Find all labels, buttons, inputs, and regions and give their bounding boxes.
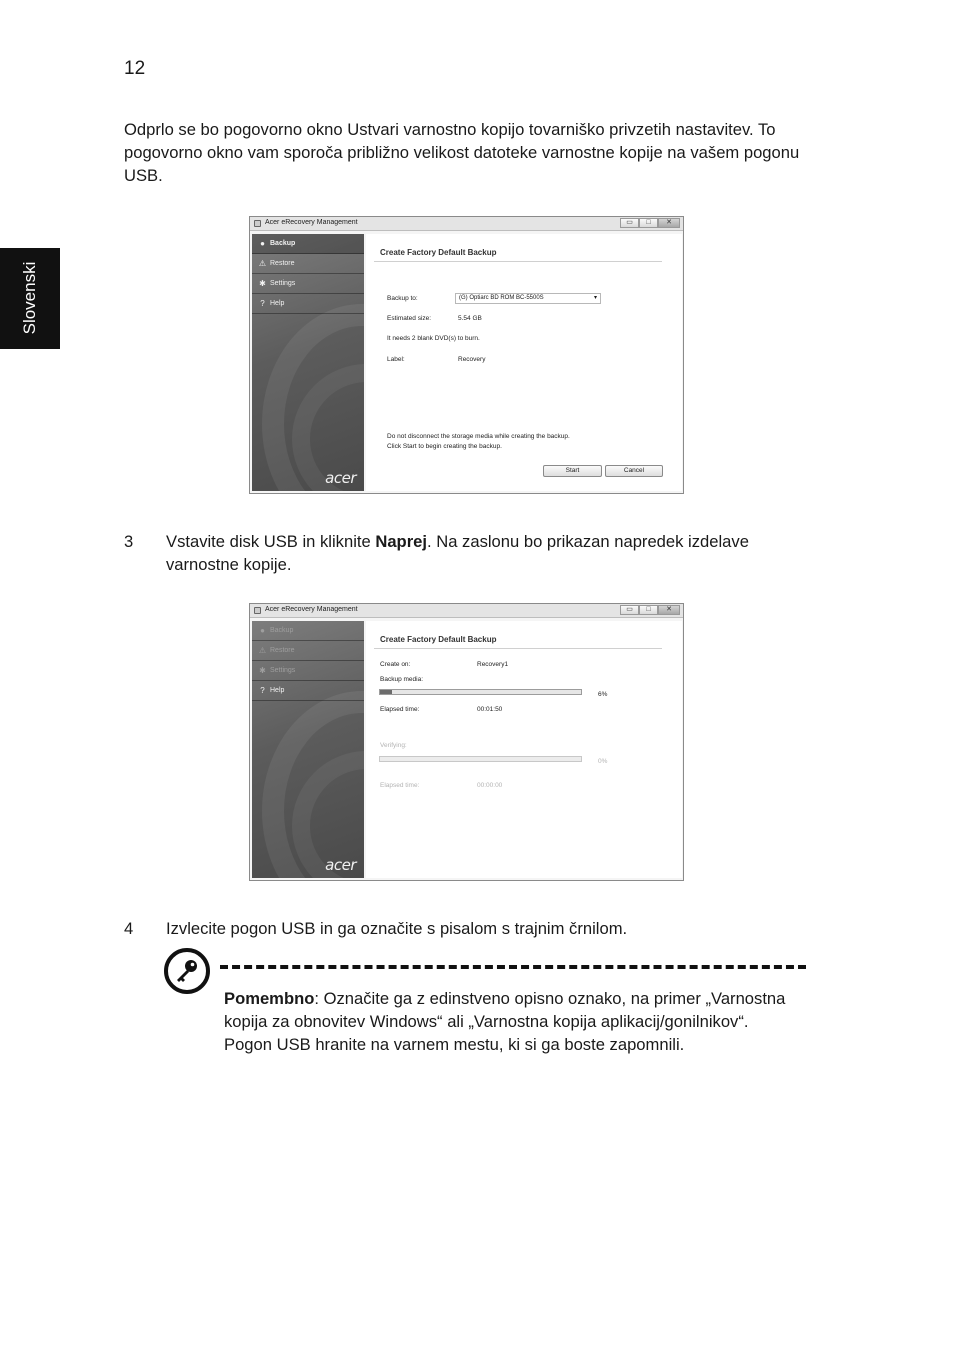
maximize-button[interactable]: □: [639, 605, 658, 615]
sidebar-item-restore[interactable]: [252, 641, 364, 661]
window-title: Acer eRecovery Management: [265, 219, 358, 226]
title-divider: [374, 261, 662, 262]
sidebar-item-label: Help: [270, 300, 285, 307]
verify-progress-bar: [379, 756, 582, 762]
sidebar-item-restore[interactable]: [252, 254, 364, 274]
sidebar-item-label: Restore: [270, 647, 295, 654]
step-4-number: 4: [124, 919, 134, 938]
sidebar-nav: [252, 234, 364, 491]
elapsed-time-label: Elapsed time:: [380, 706, 420, 713]
close-button[interactable]: ✕: [658, 218, 680, 228]
step-3-number: 3: [124, 532, 134, 551]
verifying-label: Verifying:: [380, 742, 407, 749]
backup-icon: ●: [260, 239, 265, 248]
app-icon: [254, 607, 261, 614]
sidebar-item-label: Help: [270, 687, 285, 694]
sidebar-item-label: Settings: [270, 667, 296, 674]
sidebar-item-label: Settings: [270, 280, 296, 287]
close-button[interactable]: ✕: [658, 605, 680, 615]
panel-title: Create Factory Default Backup: [380, 248, 497, 257]
window-title: Acer eRecovery Management: [265, 606, 358, 613]
sidebar-item-help[interactable]: [252, 681, 364, 701]
label-value: Recovery: [458, 356, 486, 363]
title-divider: [374, 648, 662, 649]
sidebar-item-help[interactable]: [252, 294, 364, 314]
help-icon: ?: [260, 686, 265, 695]
window-titlebar: [250, 217, 683, 231]
estimated-size-value: 5.54 GB: [458, 315, 482, 322]
backup-to-value: (G) Optiarc BD ROM BC-5500S: [459, 295, 544, 301]
create-on-label: Create on:: [380, 661, 411, 668]
minimize-button[interactable]: ▭: [620, 218, 639, 228]
verify-percent: 0%: [598, 758, 608, 765]
restore-icon: ⚠: [258, 259, 267, 268]
label-label: Label:: [387, 356, 405, 363]
app-icon: [254, 220, 261, 227]
elapsed-time-value: 00:01:50: [477, 706, 503, 713]
elapsed-time-label-2: Elapsed time:: [380, 782, 420, 789]
warning-line-2: Click Start to begin creating the backup.: [387, 443, 502, 450]
chevron-down-icon: ▾: [593, 295, 597, 301]
progress-dialog-screenshot: [249, 603, 684, 881]
note-text: : Označite ga z edinstveno opisno oznako, na primer „Varnostna kopija za obnovitev Windows“ ali „Varnostna kopija aplikacij/gonilnikov“. Pogon USB hranite na varnem mestu, ki si ga boste zapomnili.: [224, 989, 786, 1054]
acer-logo: acer: [325, 856, 356, 874]
language-side-tab: [0, 248, 60, 349]
window-titlebar: [250, 604, 683, 618]
page-number: 12: [124, 58, 146, 79]
sidebar-item-settings[interactable]: [252, 661, 364, 681]
language-label: Slovenski: [20, 261, 39, 335]
sidebar-nav: [252, 621, 364, 878]
sidebar-item-backup[interactable]: [252, 234, 364, 254]
elapsed-time-value-2: 00:00:00: [477, 782, 503, 789]
intro-paragraph: Odprlo se bo pogovorno okno Ustvari varnostno kopijo tovarniško privzetih nastavitev. To pogovorno okno vam sporoča približno velikost datoteke varnostne kopije na vašem pogonu USB.: [124, 120, 800, 185]
step-3-bold: Naprej: [375, 532, 427, 551]
create-on-value: Recovery1: [477, 661, 509, 668]
content-panel: [366, 621, 682, 878]
acer-logo: acer: [325, 469, 356, 487]
cancel-button[interactable]: Cancel: [605, 465, 663, 477]
settings-icon: ✱: [259, 279, 266, 288]
step-3-text-end: . Na zaslonu bo prikazan napredek izdelave varnostne kopije.: [166, 532, 749, 574]
key-icon: [164, 948, 210, 994]
note-divider: [220, 965, 806, 969]
important-note: [224, 987, 794, 1056]
minimize-button[interactable]: ▭: [620, 605, 639, 615]
sidebar-item-label: Restore: [270, 260, 295, 267]
note-bold: Pomembno: [224, 989, 315, 1008]
warning-line-1: Do not disconnect the storage media while creating the backup.: [387, 433, 570, 440]
backup-to-label: Backup to:: [387, 295, 418, 302]
sidebar-item-label: Backup: [270, 240, 296, 247]
step-3-text: [166, 530, 826, 576]
step-3-text-start: Vstavite disk USB in kliknite: [166, 532, 376, 551]
start-button[interactable]: Start: [543, 465, 602, 477]
backup-percent: 6%: [598, 691, 608, 698]
dvd-note: It needs 2 blank DVD(s) to burn.: [387, 335, 480, 342]
panel-title: Create Factory Default Backup: [380, 635, 497, 644]
backup-progress-fill: [380, 690, 392, 694]
sidebar-item-settings[interactable]: [252, 274, 364, 294]
settings-icon: ✱: [259, 666, 266, 675]
backup-media-label: Backup media:: [380, 676, 423, 683]
backup-icon: ●: [260, 626, 265, 635]
estimated-size-label: Estimated size:: [387, 315, 432, 322]
backup-progress-bar: [379, 689, 582, 695]
step-4-text: Izvlecite pogon USB in ga označite s pisalom s trajnim črnilom.: [166, 919, 628, 938]
maximize-button[interactable]: □: [639, 218, 658, 228]
restore-icon: ⚠: [258, 646, 267, 655]
sidebar-item-label: Backup: [270, 627, 294, 634]
backup-dialog-screenshot: [249, 216, 684, 494]
help-icon: ?: [260, 299, 265, 308]
sidebar-item-backup[interactable]: [252, 621, 364, 641]
content-panel: [366, 234, 682, 491]
backup-to-dropdown[interactable]: [455, 293, 601, 304]
